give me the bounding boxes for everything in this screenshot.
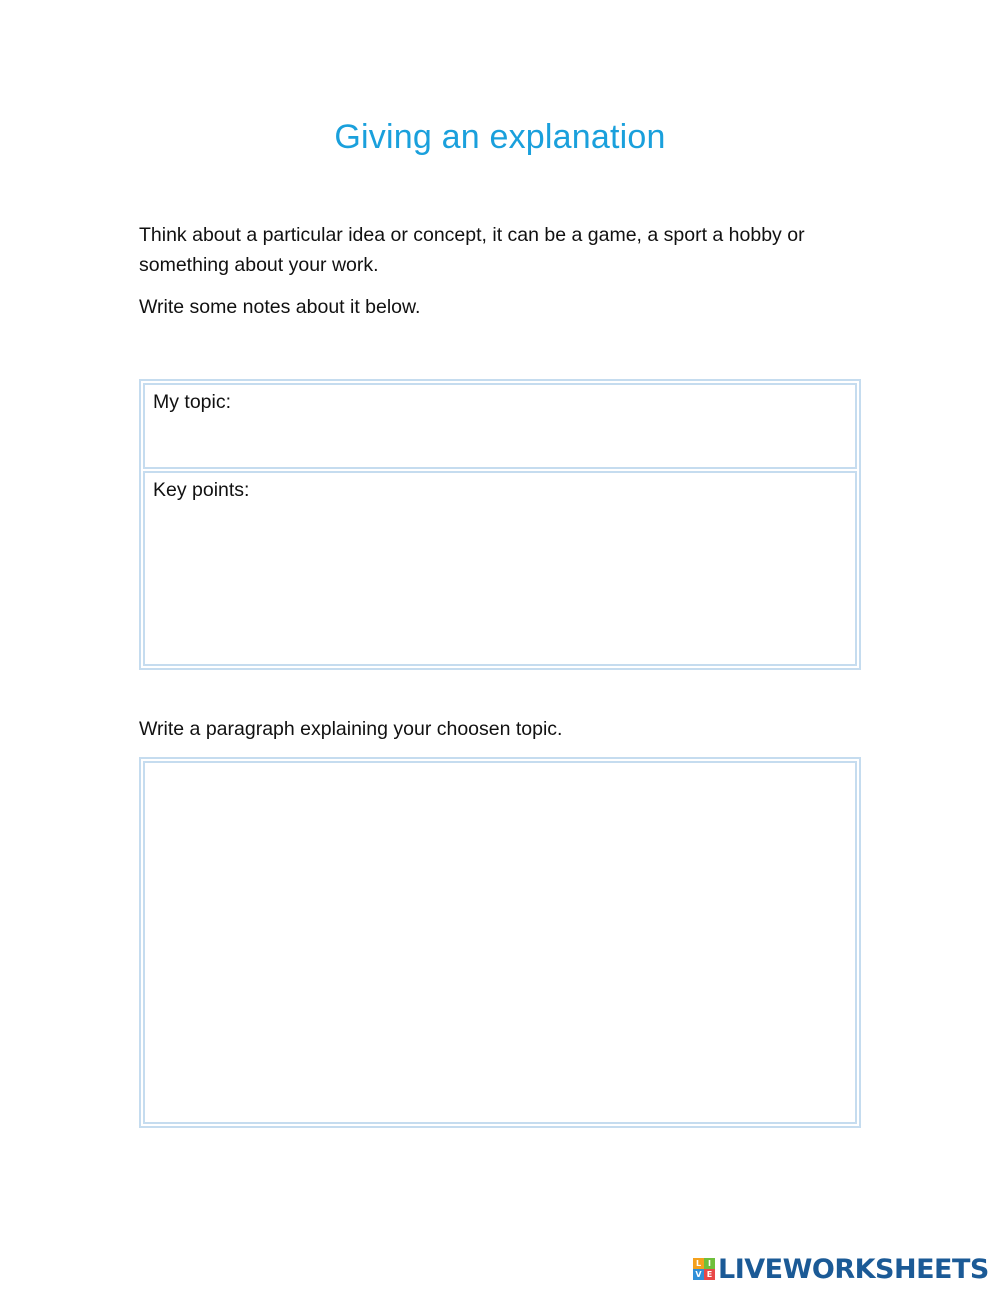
logo-mark-letter-e: E — [704, 1269, 715, 1280]
key-points-label: Key points: — [153, 479, 250, 501]
logo-mark-letter-i: I — [704, 1258, 715, 1269]
paragraph-answer-box — [139, 757, 861, 1128]
logo-mark-letter-v: V — [693, 1269, 704, 1280]
liveworksheets-logo-icon — [693, 1258, 715, 1280]
instruction-paragraph-1: Think about a particular idea or concept, it can be a game, a sport a hobby or something about your work. — [139, 224, 805, 276]
key-points-cell[interactable] — [143, 471, 857, 666]
logo-mark-letter-l: L — [693, 1258, 704, 1269]
key-points-input[interactable] — [153, 503, 847, 629]
liveworksheets-logo — [693, 1255, 989, 1283]
liveworksheets-logo-text: LIVEWORKSHEETS — [718, 1253, 989, 1285]
paragraph-answer-input[interactable] — [145, 763, 855, 1122]
notes-table — [139, 379, 861, 670]
topic-input[interactable] — [153, 415, 847, 457]
instruction-paragraph-2: Write some notes about it below. — [139, 296, 421, 318]
topic-label: My topic: — [153, 391, 232, 413]
instruction-paragraph-3: Write a paragraph explaining your choosen topic. — [139, 718, 563, 740]
paragraph-answer-frame — [143, 761, 857, 1124]
page-title: Giving an explanation — [334, 118, 666, 156]
topic-cell[interactable] — [143, 383, 857, 469]
